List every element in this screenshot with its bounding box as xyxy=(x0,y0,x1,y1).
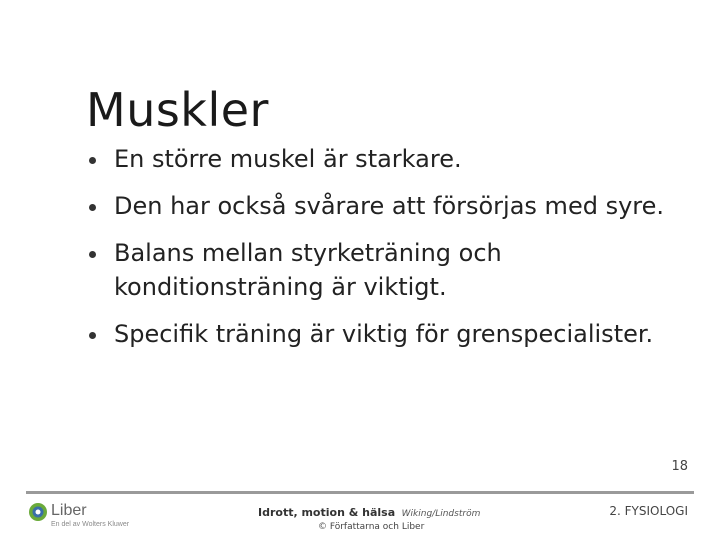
slide-title: Muskler xyxy=(86,82,269,137)
copyright-text: © Författarna och Liber xyxy=(318,522,425,532)
bullet-text: En större muskel är starkare. xyxy=(114,145,462,173)
bullet-dot-icon xyxy=(89,157,96,164)
liber-logo-icon xyxy=(28,502,48,522)
bullet-text: Den har också svårare att försörjas med syre. xyxy=(114,192,665,220)
bullet-item xyxy=(86,142,686,176)
bullet-dot-icon xyxy=(89,251,96,258)
slide-number: 18 xyxy=(671,459,688,474)
logo-text: Liber xyxy=(51,502,87,519)
bullet-item xyxy=(86,317,686,351)
bullet-text: Balans mellan styrketräning och konditionsträning är viktigt. xyxy=(114,239,502,301)
chapter-label: 2. FYSIOLOGI xyxy=(609,504,688,518)
bullet-list xyxy=(86,142,686,364)
bullet-text: Specifik träning är viktig för grenspecialister. xyxy=(114,320,654,348)
bullet-item xyxy=(86,189,686,223)
publisher-logo xyxy=(28,502,158,532)
bullet-item xyxy=(86,236,686,304)
footer-divider xyxy=(26,491,694,494)
course-authors: Wiking/Lindström xyxy=(401,509,481,519)
bullet-dot-icon xyxy=(89,332,96,339)
logo-subtext: En del av Wolters Kluwer xyxy=(51,521,130,528)
bullet-dot-icon xyxy=(89,204,96,211)
course-info xyxy=(258,506,480,519)
course-title: Idrott, motion & hälsa xyxy=(258,506,396,519)
